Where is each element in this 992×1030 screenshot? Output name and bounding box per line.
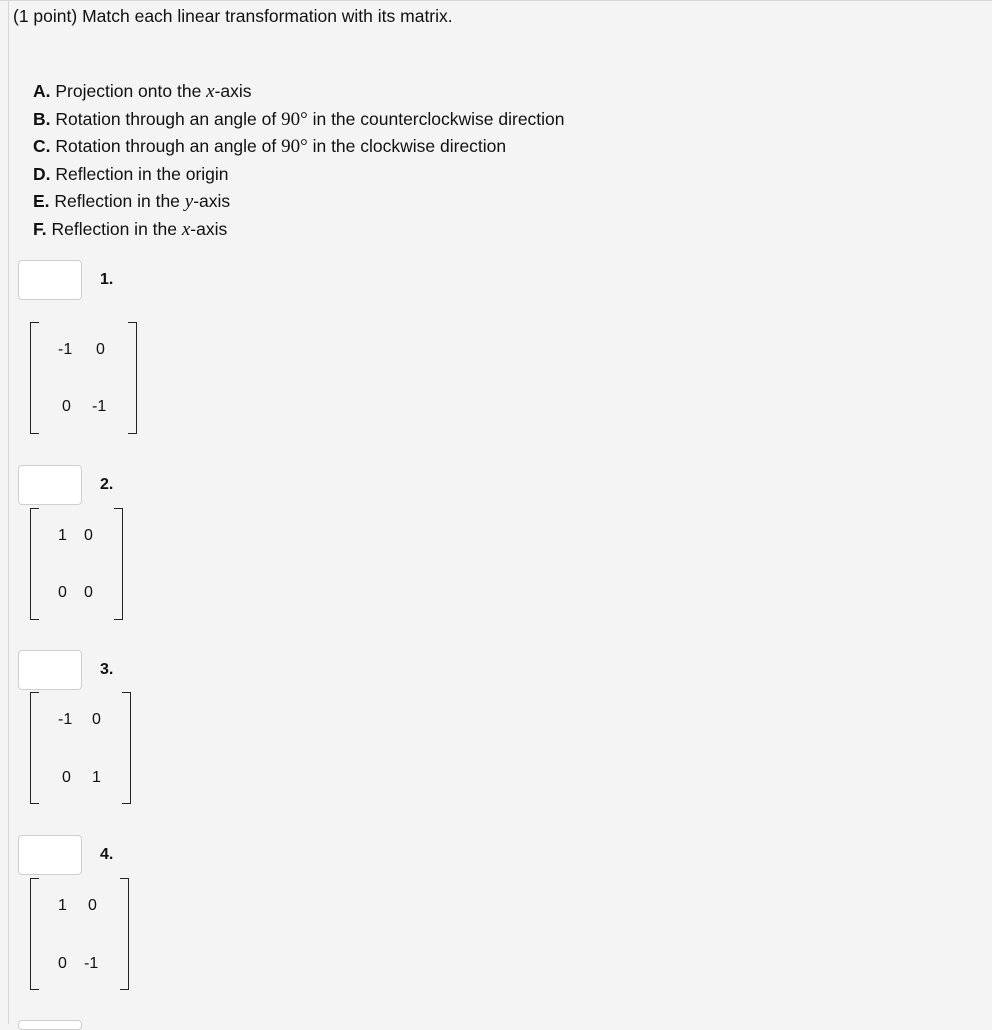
matrix-cell: -1 [92, 398, 107, 415]
option-text: Reflection in the [54, 191, 185, 211]
matrix-cell: 0 [58, 955, 67, 972]
option-text-suffix: -axis [193, 191, 231, 211]
matrix-right-bracket [122, 692, 131, 804]
option-math: 90° [281, 136, 308, 157]
option-letter: A. [33, 81, 51, 101]
matrix-cell: 0 [88, 897, 97, 914]
option-text-suffix: in the clockwise direction [307, 136, 507, 156]
option-letter: F. [33, 218, 47, 239]
option-text-suffix: in the counterclockwise direction [307, 108, 565, 129]
answer-input-partial[interactable] [18, 1020, 82, 1030]
matrix-cell: 1 [58, 527, 67, 544]
option-a [33, 78, 565, 106]
item-number-4: 4. [100, 846, 114, 863]
matrix-cell: -1 [58, 341, 73, 358]
answer-input-4[interactable] [18, 835, 82, 875]
option-letter: D. [33, 163, 51, 184]
matrix-right-bracket [128, 322, 137, 434]
option-letter: C. [33, 136, 51, 156]
option-text: Rotation through an angle of [55, 108, 282, 129]
answer-input-3[interactable] [18, 650, 82, 690]
matrix-cell: 0 [58, 584, 67, 601]
question-prompt: Match each linear transformation with its matrix. [82, 6, 453, 26]
matrix-cell: 0 [62, 398, 71, 415]
option-text: Reflection in the origin [55, 163, 229, 184]
matrix-cell: 1 [58, 897, 67, 914]
option-math: y [184, 191, 194, 212]
matrix-cell: 0 [96, 341, 105, 358]
matrix-left-bracket [30, 508, 39, 620]
top-border [0, 0, 992, 1]
option-text: Projection onto the [55, 81, 207, 101]
item-number-2: 2. [100, 476, 114, 493]
option-text-suffix: -axis [214, 81, 252, 101]
option-f [33, 216, 565, 244]
option-text: Reflection in the [51, 218, 182, 239]
options-list [33, 78, 565, 243]
option-c [33, 133, 565, 161]
option-e [33, 188, 565, 216]
option-text-suffix: -axis [190, 218, 228, 239]
option-math: x [206, 81, 215, 102]
option-b [33, 106, 565, 134]
item-number-3: 3. [100, 661, 114, 678]
matrix-left-bracket [30, 692, 39, 804]
item-number-1: 1. [100, 271, 114, 288]
matrix-cell: 0 [84, 527, 93, 544]
matrix-right-bracket [120, 878, 129, 990]
matrix-left-bracket [30, 878, 39, 990]
option-letter: B. [33, 108, 51, 129]
matrix-right-bracket [114, 508, 123, 620]
answer-input-2[interactable] [18, 465, 82, 505]
matrix-left-bracket [30, 322, 39, 434]
option-math: x [181, 218, 191, 240]
matrix-cell: 1 [92, 769, 101, 786]
answer-input-1[interactable] [18, 260, 82, 300]
matrix-cell: -1 [58, 711, 73, 728]
option-d [33, 161, 565, 189]
left-border [8, 0, 9, 1024]
matrix-cell: 0 [62, 769, 71, 786]
question-header [13, 6, 453, 26]
matrix-cell: 0 [84, 584, 93, 601]
points-label: (1 point) [13, 6, 78, 26]
option-math: 90° [281, 108, 308, 130]
option-text: Rotation through an angle of [55, 136, 282, 156]
option-letter: E. [33, 191, 50, 211]
matrix-cell: 0 [92, 711, 101, 728]
matrix-cell: -1 [84, 955, 99, 972]
